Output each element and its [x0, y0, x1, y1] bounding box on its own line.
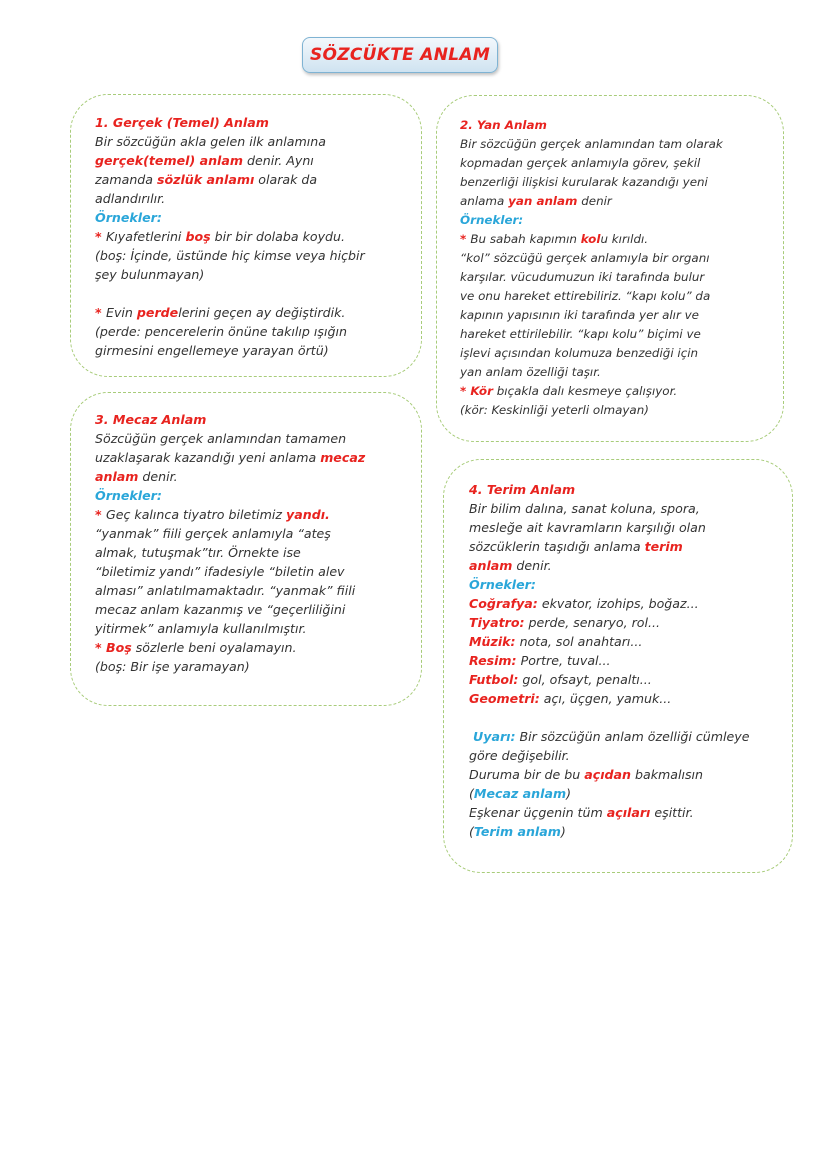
term-text: Portre, tuval... — [516, 653, 611, 668]
text: Eşkenar üçgenin tüm — [469, 805, 607, 820]
card-heading: 3. Mecaz Anlam — [95, 412, 207, 427]
text: Geç kalınca tiyatro biletimiz — [105, 507, 287, 522]
term-label: Tiyatro: — [469, 615, 525, 630]
page-title-box — [302, 37, 498, 73]
keyword: anlam — [469, 558, 513, 573]
text-line: kapının yapısının iki tarafında yer alır ve — [460, 308, 699, 322]
note-line: (kör: Keskinliği yeterli olmayan) — [460, 403, 649, 417]
text: denir. Aynı — [243, 153, 314, 168]
keyword: anlam — [95, 469, 139, 484]
keyword: kol — [580, 232, 601, 246]
term-label: Geometri: — [469, 691, 540, 706]
text-line: benzerliği ilişkisi kurularak kazandığı yeni — [460, 175, 708, 189]
text-line: almak, tutuşmak”tır. Örnekte ise — [95, 545, 301, 560]
note-line: (boş: Bir işe yaramayan) — [95, 659, 250, 674]
text: anlama — [460, 194, 509, 208]
text: lerini geçen ay değiştirdik. — [178, 305, 346, 320]
paren: ) — [566, 786, 571, 801]
text-line: Bir sözcüğün akla gelen ilk anlamına — [95, 134, 326, 149]
card-heading: 1. Gerçek (Temel) Anlam — [95, 115, 269, 130]
text-line: adlandırılır. — [95, 191, 166, 206]
term-label: Coğrafya: — [469, 596, 538, 611]
note-line: (perde: pencerelerin önüne takılıp ışığın — [95, 324, 347, 339]
text: Bir sözcüğün anlam özelliği cümleye — [515, 729, 750, 744]
text-line: “yanmak” fiili gerçek anlamıyla “ateş — [95, 526, 331, 541]
paren: ( — [469, 824, 474, 839]
text: eşittir. — [650, 805, 694, 820]
term-text: gol, ofsayt, penaltı... — [518, 672, 652, 687]
paren: ( — [469, 786, 474, 801]
text: uzaklaşarak kazandığı yeni anlama — [95, 450, 321, 465]
term-label: Resim: — [469, 653, 517, 668]
keyword: terim — [644, 539, 683, 554]
text-line: ve onu hareket ettirebiliriz. “kapı kolu” da — [460, 289, 711, 303]
keyword: Kör — [470, 384, 493, 398]
text: bir bir dolaba koydu. — [210, 229, 346, 244]
text-line: kopmadan gerçek anlamıyla görev, şekil — [460, 156, 701, 170]
keyword: sözlük anlamı — [157, 172, 255, 187]
term-label: Müzik: — [469, 634, 516, 649]
text: Duruma bir de bu — [469, 767, 585, 782]
bullet-star: * — [460, 384, 471, 398]
card-heading: 2. Yan Anlam — [460, 118, 547, 132]
meaning-tag: Mecaz anlam — [473, 786, 567, 801]
examples-label: Örnekler: — [95, 488, 162, 503]
keyword: açıdan — [584, 767, 631, 782]
text: denir — [577, 194, 612, 208]
card-gercek-anlam-content — [95, 113, 365, 360]
bullet-star: * — [95, 640, 106, 655]
paren: ) — [560, 824, 566, 839]
keyword: gerçek(temel) anlam — [95, 153, 243, 168]
text: Bu sabah kapımın — [470, 232, 581, 246]
text: zamanda — [95, 172, 158, 187]
keyword: Boş — [105, 640, 132, 655]
note-line: (boş: İçinde, üstünde hiç kimse veya hiçbir — [95, 248, 365, 263]
text: sözlerle beni oyalamayın. — [131, 640, 297, 655]
term-text: açı, üçgen, yamuk... — [539, 691, 672, 706]
warning-label: Uyarı: — [473, 729, 516, 744]
text: u kırıldı. — [600, 232, 649, 246]
text-line: “kol” sözcüğü gerçek anlamıyla bir organı — [460, 251, 710, 265]
term-text: nota, sol anahtarı... — [515, 634, 643, 649]
text: Evin — [105, 305, 137, 320]
page-title: SÖZCÜKTE ANLAM — [309, 45, 491, 65]
bullet-star: * — [95, 229, 106, 244]
text: olarak da — [254, 172, 318, 187]
text-line: göre değişebilir. — [469, 748, 570, 763]
text-line: yan anlam özelliği taşır. — [460, 365, 601, 379]
keyword: boş — [185, 229, 211, 244]
bullet-star: * — [95, 507, 106, 522]
text: bakmalısın — [631, 767, 704, 782]
keyword: açıları — [606, 805, 651, 820]
card-mecaz-anlam-content — [95, 410, 365, 676]
keyword: yan anlam — [508, 194, 578, 208]
text-line: Bir bilim dalına, sanat koluna, spora, — [469, 501, 700, 516]
text-line: alması” anlatılmamaktadır. “yanmak” fiili — [95, 583, 356, 598]
text-line: mecaz anlam kazanmış ve “geçerliliğini — [95, 602, 346, 617]
text-line: mesleğe ait kavramların karşılığı olan — [469, 520, 706, 535]
meaning-tag: Terim anlam — [473, 824, 561, 839]
text: denir. — [512, 558, 552, 573]
text-line: Bir sözcüğün gerçek anlamından tam olarak — [460, 137, 723, 151]
text-line: karşılar. vücudumuzun iki tarafında bulur — [460, 270, 705, 284]
text-line: Sözcüğün gerçek anlamından tamamen — [95, 431, 347, 446]
note-line: girmesini engellemeye yarayan örtü) — [95, 343, 329, 358]
text: bıçakla dalı kesmeye çalışıyor. — [492, 384, 678, 398]
text-line: hareket ettirilebilir. “kapı kolu” biçimi ve — [460, 327, 701, 341]
note-line: şey bulunmayan) — [95, 267, 205, 282]
examples-label: Örnekler: — [469, 577, 536, 592]
card-heading: 4. Terim Anlam — [469, 482, 576, 497]
card-terim-anlam-content — [469, 480, 749, 841]
text: sözcüklerin taşıdığı anlama — [469, 539, 645, 554]
text-line: “biletimiz yandı” ifadesiyle “biletin alev — [95, 564, 345, 579]
card-yan-anlam-content — [460, 116, 723, 420]
term-text: ekvator, izohips, boğaz... — [537, 596, 699, 611]
text: denir. — [138, 469, 178, 484]
term-text: perde, senaryo, rol... — [524, 615, 660, 630]
examples-label: Örnekler: — [460, 213, 524, 227]
term-label: Futbol: — [469, 672, 519, 687]
keyword: perde — [136, 305, 179, 320]
bullet-star: * — [460, 232, 471, 246]
text-line: işlevi açısından kolumuza benzediği için — [460, 346, 699, 360]
text: Kıyafetlerini — [105, 229, 186, 244]
keyword: mecaz — [320, 450, 366, 465]
text-line: yitirmek” anlamıyla kullanılmıştır. — [95, 621, 307, 636]
keyword: yandı. — [286, 507, 330, 522]
bullet-star: * — [95, 305, 106, 320]
examples-label: Örnekler: — [95, 210, 162, 225]
